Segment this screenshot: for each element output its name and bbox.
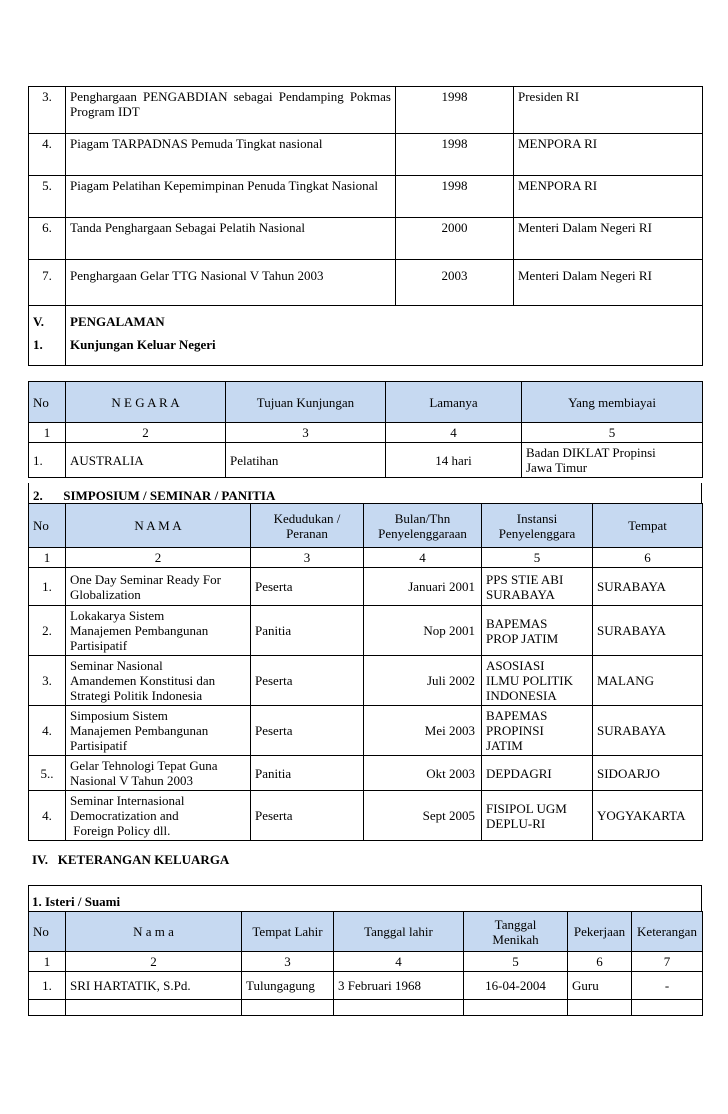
- seminar-place: SURABAYA: [593, 606, 703, 656]
- seminar-name: [66, 568, 251, 606]
- family-birthplace: Tulungagung: [242, 972, 334, 1000]
- table-header-row: [29, 504, 703, 548]
- seminar-name: [66, 756, 251, 791]
- name-line: Nasional V Tahun 2003: [70, 773, 193, 788]
- index-cell: 6: [568, 952, 632, 972]
- seminar-role: Peserta: [251, 791, 364, 841]
- table-row: [29, 656, 703, 706]
- seminar-institution: [482, 568, 593, 606]
- table-row: [29, 606, 703, 656]
- table-row: [29, 87, 703, 134]
- col-header-job: Pekerjaan: [568, 912, 632, 952]
- institution-line: DEPDAGRI: [486, 765, 552, 781]
- awards-table: [28, 86, 703, 366]
- institution-line: DEPLU-RI: [486, 815, 546, 831]
- col-header-birthdate: Tanggal lahir: [334, 912, 464, 952]
- col-header-institution: [482, 504, 593, 548]
- index-cell: 4: [386, 423, 522, 443]
- seminar-no: 2.: [29, 606, 66, 656]
- col-header-role: [251, 504, 364, 548]
- seminar-date: Okt 2003: [364, 756, 482, 791]
- table-row: [29, 568, 703, 606]
- visit-duration: 14 hari: [386, 443, 522, 478]
- table-row: [29, 706, 703, 756]
- seminar-date: Juli 2002: [364, 656, 482, 706]
- header-line: Penyelenggaraan: [378, 525, 467, 541]
- name-line: Amandemen Konstitusi dan: [70, 673, 216, 688]
- name-line: Seminar Internasional: [70, 793, 185, 808]
- seminar-no: 3.: [29, 656, 66, 706]
- award-no: 3.: [29, 87, 66, 134]
- award-name: Piagam Pelatihan Kepemimpinan Penuda Tingkat Nasional: [66, 176, 396, 218]
- seminar-no: 4.: [29, 791, 66, 841]
- col-header-date: [364, 504, 482, 548]
- family-birthdate: 3 Februari 1968: [334, 972, 464, 1000]
- column-index-row: [29, 423, 703, 443]
- col-header-name: N A M A: [66, 504, 251, 548]
- institution-line: PROP JATIM: [486, 630, 559, 646]
- institution-line: FISIPOL UGM: [486, 800, 567, 816]
- index-cell: 5: [464, 952, 568, 972]
- award-year: 2003: [396, 260, 514, 306]
- seminar-date: Januari 2001: [364, 568, 482, 606]
- award-year: 1998: [396, 134, 514, 176]
- award-year: 1998: [396, 87, 514, 134]
- header-line: Instansi: [516, 510, 558, 526]
- col-header-duration: Lamanya: [386, 382, 522, 423]
- seminar-role: Peserta: [251, 706, 364, 756]
- award-year: 1998: [396, 176, 514, 218]
- seminar-no: 1.: [29, 568, 66, 606]
- col-header-no: No: [29, 504, 66, 548]
- index-cell: 7: [632, 952, 703, 972]
- col-header-country: N E G A R A: [66, 382, 226, 423]
- header-line: Peranan: [286, 525, 328, 541]
- name-line: Globalization: [70, 586, 141, 602]
- name-line: Gelar Tehnologi Tepat Guna: [70, 758, 218, 773]
- award-year: 2000: [396, 218, 514, 260]
- index-cell: 1: [29, 952, 66, 972]
- institution-line: PPS STIE ABI: [486, 571, 564, 587]
- col-header-no: No: [29, 382, 66, 423]
- table-row: [29, 260, 703, 306]
- visit-funder: [522, 443, 703, 478]
- award-name: Piagam TARPADNAS Pemuda Tingkat nasional: [66, 134, 396, 176]
- institution-line: SURABAYA: [486, 586, 555, 602]
- seminar-place: YOGYAKARTA: [593, 791, 703, 841]
- name-line: Strategi Politik Indonesia: [70, 688, 203, 703]
- table-row: [29, 443, 703, 478]
- visit-country: AUSTRALIA: [66, 443, 226, 478]
- seminar-name: [66, 706, 251, 756]
- award-giver: MENPORA RI: [514, 134, 703, 176]
- institution-line: ILMU POLITIK: [486, 673, 574, 688]
- index-cell: 3: [242, 952, 334, 972]
- section-v-heading: [29, 306, 703, 366]
- column-index-row: [29, 548, 703, 568]
- funder-line: Jawa Timur: [526, 460, 588, 475]
- name-line: One Day Seminar Ready For: [70, 571, 221, 587]
- section-number: 2.: [33, 488, 43, 503]
- section-title: PENGALAMAN: [70, 314, 165, 329]
- index-cell: 3: [226, 423, 386, 443]
- table-header-row: [29, 912, 703, 952]
- seminar-role: Peserta: [251, 568, 364, 606]
- index-cell: 1: [29, 423, 66, 443]
- name-line: Simposium Sistem: [70, 708, 168, 723]
- seminar-role: Peserta: [251, 656, 364, 706]
- family-note: -: [632, 972, 703, 1000]
- column-index-row: [29, 952, 703, 972]
- section-iv-heading: IV. KETERANGAN KELUARGA: [32, 852, 230, 867]
- award-name: Tanda Penghargaan Sebagai Pelatih Nasional: [66, 218, 396, 260]
- index-cell: 2: [66, 952, 242, 972]
- seminar-place: SURABAYA: [593, 706, 703, 756]
- index-cell: 5: [522, 423, 703, 443]
- name-line: Manajemen Pembangunan: [70, 623, 209, 638]
- institution-line: ASOSIASI: [486, 658, 545, 673]
- col-header-name: N a m a: [66, 912, 242, 952]
- family-subheading: 1. Isteri / Suami: [32, 894, 121, 909]
- name-line: Partisipatif: [70, 638, 128, 653]
- index-cell: 6: [593, 548, 703, 568]
- name-line: Lokakarya Sistem: [70, 608, 165, 623]
- col-header-note: Keterangan: [632, 912, 703, 952]
- section-number: V.: [33, 314, 44, 329]
- seminar-date: Nop 2001: [364, 606, 482, 656]
- name-line: Seminar Nasional: [70, 658, 163, 673]
- seminar-institution: [482, 656, 593, 706]
- award-no: 4.: [29, 134, 66, 176]
- index-cell: 3: [251, 548, 364, 568]
- header-line: Bulan/Thn: [394, 510, 451, 526]
- subsection-title: Kunjungan Keluar Negeri: [70, 337, 216, 352]
- table-header-row: [29, 382, 703, 423]
- name-line: Manajemen Pembangunan: [70, 723, 209, 738]
- seminar-institution: [482, 756, 593, 791]
- family-table: [28, 911, 703, 1016]
- seminar-no: 5..: [29, 756, 66, 791]
- index-cell: 4: [334, 952, 464, 972]
- visits-table: [28, 381, 703, 478]
- col-header-place: Tempat: [593, 504, 703, 548]
- col-header-purpose: Tujuan Kunjungan: [226, 382, 386, 423]
- award-giver: Menteri Dalam Negeri RI: [514, 260, 703, 306]
- subsection-number: 1.: [33, 337, 43, 352]
- seminar-institution: [482, 791, 593, 841]
- col-header-birthplace: Tempat Lahir: [242, 912, 334, 952]
- institution-line: BAPEMAS: [486, 708, 548, 723]
- institution-line: INDONESIA: [486, 688, 557, 703]
- header-line: Menikah: [492, 931, 539, 947]
- family-no: 1.: [29, 972, 66, 1000]
- table-row: [29, 972, 703, 1000]
- section-title: SIMPOSIUM / SEMINAR / PANITIA: [63, 488, 276, 503]
- family-name: SRI HARTATIK, S.Pd.: [66, 972, 242, 1000]
- table-row: [29, 218, 703, 260]
- seminar-date: Sept 2005: [364, 791, 482, 841]
- family-married: 16-04-2004: [464, 972, 568, 1000]
- visit-purpose: Pelatihan: [226, 443, 386, 478]
- seminar-place: SIDOARJO: [593, 756, 703, 791]
- award-giver: Presiden RI: [514, 87, 703, 134]
- award-no: 7.: [29, 260, 66, 306]
- seminar-heading: [33, 488, 693, 504]
- col-header-married: [464, 912, 568, 952]
- institution-line: PROPINSI: [486, 723, 544, 738]
- visit-no: 1.: [29, 443, 66, 478]
- seminar-institution: [482, 706, 593, 756]
- table-row: [29, 791, 703, 841]
- table-row: [29, 134, 703, 176]
- seminar-role: Panitia: [251, 756, 364, 791]
- seminar-name: [66, 606, 251, 656]
- seminar-date: Mei 2003: [364, 706, 482, 756]
- col-header-funder: Yang membiayai: [522, 382, 703, 423]
- header-line: Tanggal: [494, 916, 537, 932]
- award-no: 5.: [29, 176, 66, 218]
- index-cell: 2: [66, 548, 251, 568]
- award-giver: Menteri Dalam Negeri RI: [514, 218, 703, 260]
- seminar-place: SURABAYA: [593, 568, 703, 606]
- index-cell: 4: [364, 548, 482, 568]
- seminar-name: [66, 791, 251, 841]
- header-line: Penyelenggara: [498, 525, 576, 541]
- institution-line: JATIM: [486, 738, 523, 753]
- seminar-no: 4.: [29, 706, 66, 756]
- seminar-role: Panitia: [251, 606, 364, 656]
- index-cell: 2: [66, 423, 226, 443]
- name-line: Partisipatif: [70, 738, 128, 753]
- award-no: 6.: [29, 218, 66, 260]
- index-cell: 5: [482, 548, 593, 568]
- header-line: Kedudukan /: [273, 510, 341, 526]
- seminar-name: [66, 656, 251, 706]
- funder-line: Badan DIKLAT Propinsi: [526, 445, 656, 460]
- table-row-empty: [29, 1000, 703, 1016]
- name-line: Democratization and: [70, 808, 179, 823]
- family-job: Guru: [568, 972, 632, 1000]
- seminar-institution: [482, 606, 593, 656]
- seminar-table: [28, 503, 703, 841]
- name-line: Foreign Policy dll.: [70, 823, 171, 838]
- seminar-place: MALANG: [593, 656, 703, 706]
- award-giver: MENPORA RI: [514, 176, 703, 218]
- table-row: [29, 176, 703, 218]
- index-cell: 1: [29, 548, 66, 568]
- table-row: [29, 756, 703, 791]
- institution-line: BAPEMAS: [486, 615, 548, 631]
- award-name: Penghargaan PENGABDIAN sebagai Pendamping Pokmas Program IDT: [66, 87, 396, 134]
- col-header-no: No: [29, 912, 66, 952]
- award-name: Penghargaan Gelar TTG Nasional V Tahun 2003: [66, 260, 396, 306]
